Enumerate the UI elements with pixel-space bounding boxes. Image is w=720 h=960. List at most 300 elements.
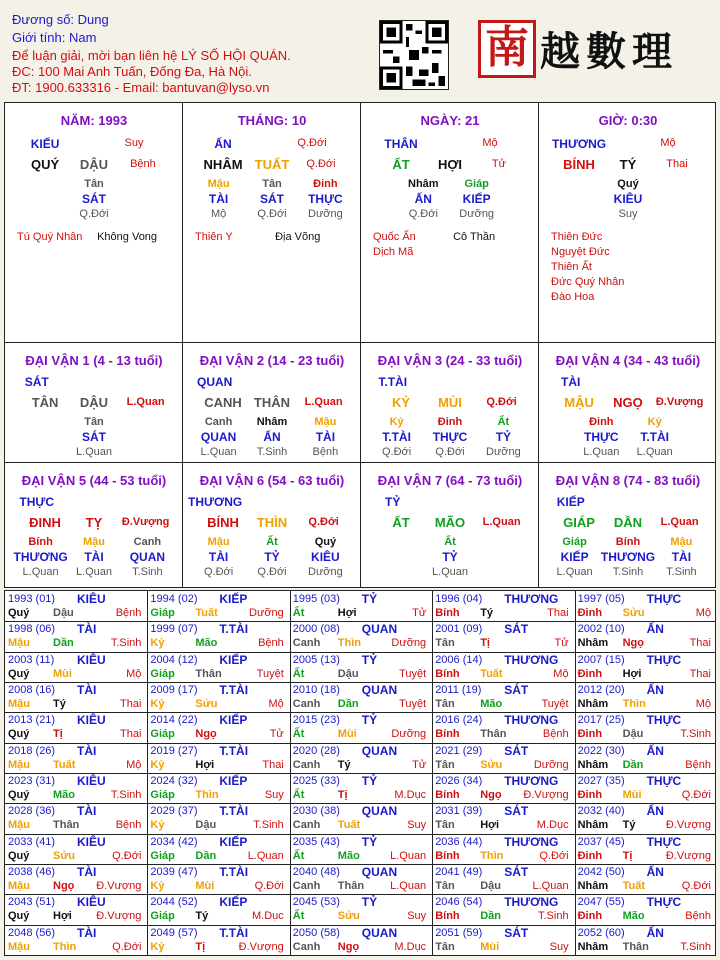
year-stage: Mộ <box>695 697 711 710</box>
hidden-god: TÀI <box>208 550 229 564</box>
year-stage: Q.Đới <box>681 879 711 892</box>
year-can: Tân <box>435 879 455 892</box>
year-cell[interactable] <box>5 621 147 651</box>
dai-van-title[interactable]: ĐẠI VẬN 8 (74 - 83 tuổi) <box>555 473 701 488</box>
year-can: Tân <box>435 697 455 710</box>
year-god: KIẾP <box>219 592 248 606</box>
year-god: TÀI <box>77 743 97 758</box>
year-god: QUAN <box>361 864 398 879</box>
year-god: THỰC <box>646 713 682 728</box>
year-stage: M.Dục <box>536 819 569 832</box>
year-cell[interactable] <box>5 743 147 773</box>
hidden-stem: Ất <box>266 536 278 548</box>
year-can: Đinh <box>577 788 603 801</box>
year-label: 2010 (18) <box>292 683 340 696</box>
year-cell[interactable] <box>575 834 717 864</box>
year-chi: Tý <box>53 697 66 710</box>
year-chi: Hợi <box>337 607 357 619</box>
year-chi: Tý <box>337 758 351 771</box>
year-can: Canh <box>292 879 321 892</box>
hidden-god: T.TÀI <box>640 430 670 444</box>
year-stage: Q.Đới <box>254 879 284 892</box>
year-chi: Thân <box>337 879 365 892</box>
dai-van-stage: Q.Đới <box>308 516 339 528</box>
year-cell[interactable] <box>575 894 717 924</box>
year-god: TỶ <box>361 652 378 667</box>
year-can: Mậu <box>8 940 30 953</box>
year-stage: L.Quan <box>390 879 427 892</box>
star-label: Cô Thần <box>453 231 496 243</box>
year-chi: Tuất <box>480 667 503 680</box>
hidden-god: ẤN <box>414 192 432 206</box>
year-cell[interactable] <box>575 925 717 955</box>
year-can: Mậu <box>8 819 30 832</box>
dai-van-title[interactable]: ĐẠI VẬN 5 (44 - 53 tuổi) <box>21 473 167 488</box>
year-chi: Mão <box>622 910 645 923</box>
year-cell[interactable] <box>147 894 289 924</box>
year-label: 2031 (39) <box>435 805 483 818</box>
year-cell[interactable] <box>147 803 289 833</box>
year-god: KIẾP <box>219 895 248 910</box>
year-stage: T.Sinh <box>110 788 142 801</box>
hidden-god: QUAN <box>200 430 237 444</box>
pillar-stage: Bệnh <box>130 158 156 170</box>
dai-van-god: THƯƠNG <box>188 495 243 509</box>
year-label: 2044 (52) <box>150 896 198 909</box>
year-stage: Bệnh <box>685 758 711 771</box>
year-cell[interactable] <box>432 712 574 742</box>
year-god: TÀI <box>77 622 97 637</box>
star-label: Tú Quý Nhân <box>17 231 83 243</box>
hidden-stem: Giáp <box>464 178 489 190</box>
year-god: T.TÀI <box>219 743 249 758</box>
dai-van-can: GIÁP <box>563 515 595 530</box>
hidden-god: THỰC <box>432 430 468 444</box>
hidden-stem: Canh <box>204 416 233 428</box>
year-cell[interactable] <box>575 743 717 773</box>
year-can: Bính <box>435 607 460 619</box>
year-chi: Dần <box>480 910 501 923</box>
hidden-god: THƯƠNG <box>13 550 68 564</box>
pillar-can: ẤT <box>392 157 410 172</box>
hidden-god: ẤN <box>263 430 281 444</box>
year-stage: L.Quan <box>247 849 284 862</box>
hidden-stem: Mậu <box>670 536 693 548</box>
gender-line <box>12 30 96 46</box>
pillar-title: NGÀY: 21 <box>420 113 480 128</box>
year-stage: Dưỡng <box>391 728 427 741</box>
year-god: QUAN <box>361 925 398 940</box>
year-cell[interactable] <box>147 591 289 621</box>
hidden-god: THỰC <box>583 430 619 444</box>
year-stage: Bệnh <box>115 607 142 619</box>
dai-van-stage: Đ.Vượng <box>121 516 170 528</box>
hidden-stem: Nhâm <box>256 416 288 428</box>
year-cell[interactable] <box>575 621 717 651</box>
year-can: Bính <box>435 728 460 741</box>
year-cell[interactable] <box>432 682 574 712</box>
year-can: Giáp <box>150 849 175 862</box>
year-cell[interactable] <box>575 773 717 803</box>
hidden-stage: Q.Đới <box>203 566 234 578</box>
year-cell[interactable] <box>147 834 289 864</box>
hidden-god: TÀI <box>671 550 692 564</box>
year-god: TỶ <box>361 592 378 606</box>
hidden-stage: Bệnh <box>312 446 339 458</box>
year-can: Canh <box>292 940 321 953</box>
year-god: ẤN <box>646 743 664 758</box>
year-can: Nhâm <box>577 819 609 832</box>
year-can: Ất <box>292 849 305 862</box>
year-stage: Thai <box>262 758 284 771</box>
year-cell[interactable] <box>432 773 574 803</box>
year-cell[interactable] <box>147 925 289 955</box>
hidden-stage: L.Quan <box>431 566 469 578</box>
year-cell[interactable] <box>575 591 717 621</box>
year-label: 2027 (35) <box>577 774 625 787</box>
year-stage: Tuyệt <box>541 697 569 710</box>
year-cell[interactable] <box>575 803 717 833</box>
name-line: Đương số: Dung <box>12 12 109 27</box>
year-stage: Suy <box>549 940 569 953</box>
year-stage: Mộ <box>126 667 142 680</box>
year-label: 2052 (60) <box>577 926 625 939</box>
qr-code-icon[interactable] <box>379 20 449 90</box>
hidden-stage: Q.Đới <box>435 446 465 458</box>
hidden-stage: Mộ <box>210 208 227 220</box>
dai-van-can: ẤT <box>392 515 410 530</box>
year-label: 2023 (31) <box>8 774 56 787</box>
pillar-chi: DẬU <box>79 157 109 172</box>
year-cell[interactable] <box>147 743 289 773</box>
year-label: 2040 (48) <box>292 865 340 878</box>
year-chi: Mùi <box>195 879 215 892</box>
year-cell[interactable] <box>432 591 574 621</box>
year-cell[interactable] <box>5 591 147 621</box>
year-label: 2036 (44) <box>435 835 483 848</box>
year-label: 2025 (33) <box>292 774 340 787</box>
year-cell[interactable] <box>290 652 432 682</box>
year-stage: Bệnh <box>258 637 284 650</box>
year-can: Tân <box>435 940 455 953</box>
year-cell[interactable] <box>432 652 574 682</box>
year-label: 2043 (51) <box>8 896 56 909</box>
year-cell[interactable] <box>290 743 432 773</box>
year-cell[interactable] <box>575 652 717 682</box>
year-cell[interactable] <box>5 864 147 894</box>
year-stage: Thai <box>547 607 569 619</box>
hidden-stem: Ất <box>497 416 510 428</box>
year-cell[interactable] <box>290 803 432 833</box>
dai-van-title[interactable]: ĐẠI VẬN 6 (54 - 63 tuổi) <box>199 473 345 488</box>
year-chi: Thìn <box>622 697 646 710</box>
year-stage: Đ.Vượng <box>96 879 142 892</box>
year-god: TÀI <box>77 682 97 697</box>
pillar-stage: Thai <box>666 158 688 170</box>
year-label: 1995 (03) <box>292 593 340 605</box>
hidden-stage: L.Quan <box>556 566 593 578</box>
star-label: Đức Quý Nhân <box>551 276 625 288</box>
year-label: 1997 (05) <box>577 593 625 605</box>
year-god: T.TÀI <box>219 925 249 940</box>
year-label: 2015 (23) <box>292 714 340 727</box>
hidden-stage: Dưỡng <box>308 566 343 578</box>
year-cell[interactable] <box>575 682 717 712</box>
year-cell[interactable] <box>5 834 147 864</box>
year-chi: Tị <box>337 788 348 801</box>
year-cell[interactable] <box>5 773 147 803</box>
year-stage: Đ.Vượng <box>665 849 711 862</box>
year-god: T.TÀI <box>219 804 249 819</box>
year-cell[interactable] <box>432 743 574 773</box>
year-can: Canh <box>292 819 321 832</box>
year-cell[interactable] <box>290 712 432 742</box>
year-god: SÁT <box>504 622 529 637</box>
hidden-god: KIẾP <box>462 192 491 206</box>
year-stage: Q.Đới <box>112 940 142 953</box>
hidden-god: TỶ <box>495 430 512 444</box>
year-stage: T.Sinh <box>680 728 711 741</box>
year-cell[interactable] <box>575 712 717 742</box>
year-chi: Dần <box>53 637 74 650</box>
dai-van-god: KIẾP <box>556 495 585 509</box>
year-god: T.TÀI <box>219 682 249 697</box>
year-can: Kỷ <box>150 637 165 650</box>
year-cell[interactable] <box>290 591 432 621</box>
hidden-stage: Q.Đới <box>257 208 287 220</box>
year-can: Ất <box>292 910 305 923</box>
year-god: TÀI <box>77 925 97 940</box>
year-label: 2028 (36) <box>8 805 56 818</box>
year-can: Đinh <box>577 910 603 923</box>
year-cell[interactable] <box>432 803 574 833</box>
pillar-title: THÁNG: 10 <box>237 113 307 128</box>
year-label: 2006 (14) <box>435 653 483 666</box>
year-cell[interactable] <box>432 894 574 924</box>
year-god: ẤN <box>646 925 664 940</box>
year-god: TỶ <box>361 834 378 849</box>
hidden-god: SÁT <box>82 192 106 206</box>
year-chi: Thân <box>622 940 649 953</box>
year-chi: Hợi <box>53 910 72 923</box>
dai-van-title[interactable]: ĐẠI VẬN 2 (14 - 23 tuổi) <box>199 353 345 368</box>
year-chi: Thân <box>53 819 80 832</box>
year-stage: Đ.Vượng <box>665 819 711 832</box>
year-chi: Mùi <box>53 667 72 680</box>
year-label: 2045 (53) <box>292 896 340 909</box>
year-stage: Q.Đới <box>539 849 569 862</box>
year-god: KIẾP <box>219 652 248 667</box>
hidden-stem: Đinh <box>437 416 463 428</box>
year-can: Kỷ <box>150 879 165 892</box>
year-chi: Thân <box>480 728 507 741</box>
year-chi: Tý <box>195 910 209 923</box>
year-stage: Suy <box>407 819 427 832</box>
year-cell[interactable] <box>5 803 147 833</box>
year-god: KIẾP <box>219 713 248 728</box>
year-chi: Tý <box>480 607 494 619</box>
year-cell[interactable] <box>5 925 147 955</box>
dai-van-title[interactable]: ĐẠI VẬN 7 (64 - 73 tuổi) <box>377 473 523 488</box>
year-stage: Tuyệt <box>399 667 427 680</box>
year-cell[interactable] <box>5 652 147 682</box>
year-label: 2029 (37) <box>150 805 198 818</box>
year-can: Đinh <box>577 667 603 680</box>
year-chi: Thìn <box>337 637 362 650</box>
year-can: Mậu <box>8 879 30 892</box>
year-chi: Hợi <box>195 758 215 771</box>
year-cell[interactable] <box>432 621 574 651</box>
year-cell[interactable] <box>5 682 147 712</box>
year-chi: Tuất <box>337 819 361 832</box>
year-stage: Tử <box>554 637 569 650</box>
year-god: T.TÀI <box>219 864 249 879</box>
year-god: THỰC <box>646 652 682 667</box>
year-god: THƯƠNG <box>504 895 559 910</box>
year-chi: Sửu <box>337 910 360 923</box>
year-cell[interactable] <box>290 773 432 803</box>
year-can: Quý <box>8 667 30 680</box>
year-label: 2026 (34) <box>435 774 483 787</box>
hidden-stem: Tân <box>84 178 104 190</box>
year-stage: Dưỡng <box>533 758 569 771</box>
year-cell[interactable] <box>575 864 717 894</box>
year-god: SÁT <box>504 864 529 879</box>
year-cell[interactable] <box>5 712 147 742</box>
year-chi: Mùi <box>480 940 500 953</box>
hidden-stage: T.Sinh <box>132 566 163 578</box>
dai-van-can: CANH <box>204 395 242 410</box>
year-god: THƯƠNG <box>504 713 559 728</box>
year-cell[interactable] <box>290 682 432 712</box>
dai-van-god: THỰC <box>19 495 54 509</box>
dai-van-can: MẬU <box>564 395 594 410</box>
year-label: 2049 (57) <box>150 926 198 939</box>
year-stage: Bệnh <box>115 819 142 832</box>
contact-line-3[interactable]: ĐT: 1900.633316 - Email: bantuvan@lyso.vn <box>12 80 270 95</box>
year-can: Nhâm <box>577 637 609 650</box>
pillar-chi: TUẤT <box>254 157 290 172</box>
pillar-god: THƯƠNG <box>551 137 607 151</box>
year-chi: Tuất <box>53 758 76 771</box>
hidden-god: THỰC <box>308 192 343 206</box>
year-can: Nhâm <box>577 879 609 892</box>
hidden-stage: Q.Đới <box>257 566 287 578</box>
year-label: 1993 (01) <box>8 593 56 605</box>
year-stage: T.Sinh <box>680 940 711 953</box>
year-stage: Mộ <box>695 607 711 619</box>
year-label: 2014 (22) <box>150 714 198 727</box>
year-label: 2051 (59) <box>435 926 483 939</box>
pillar-top-right: Mộ <box>482 137 498 149</box>
hidden-stage: L.Quan <box>22 566 59 578</box>
year-can: Kỷ <box>150 940 165 953</box>
pillar-top-right: Mộ <box>660 137 676 149</box>
dai-van-title[interactable]: ĐẠI VẬN 4 (34 - 43 tuổi) <box>555 353 701 368</box>
year-can: Quý <box>8 849 30 862</box>
star-label: Quốc Ấn <box>373 231 416 243</box>
year-chi: Ngọ <box>195 728 217 741</box>
dai-van-title[interactable]: ĐẠI VẬN 1 (4 - 13 tuổi) <box>25 353 163 368</box>
year-chi: Thân <box>195 667 222 680</box>
hidden-stem: Nhâm <box>408 178 439 190</box>
year-stage: Mộ <box>268 697 284 710</box>
year-cell[interactable] <box>147 773 289 803</box>
hidden-god: KIẾP <box>560 550 589 564</box>
year-label: 2046 (54) <box>435 896 483 909</box>
year-stage: Tử <box>412 607 427 619</box>
dai-van-stage: L.Quan <box>660 516 699 528</box>
year-label: 2009 (17) <box>150 683 198 696</box>
year-stage: Thai <box>689 637 711 650</box>
year-cell[interactable] <box>5 894 147 924</box>
year-label: 2018 (26) <box>8 744 56 757</box>
year-can: Ất <box>292 607 305 619</box>
dai-van-chi: DẬU <box>79 395 109 410</box>
year-cell[interactable] <box>147 682 289 712</box>
dai-van-god: TỶ <box>385 495 401 509</box>
hidden-stem: Mậu <box>83 536 105 548</box>
year-chi: Hợi <box>622 667 642 680</box>
year-stage: Dưỡng <box>249 607 284 619</box>
year-cell[interactable] <box>290 834 432 864</box>
year-cell[interactable] <box>147 621 289 651</box>
year-god: ẤN <box>646 864 664 879</box>
hidden-god: T.TÀI <box>382 430 411 444</box>
pillar-god: ẤN <box>214 137 232 151</box>
year-can: Ất <box>292 728 305 741</box>
year-cell[interactable] <box>147 652 289 682</box>
year-chi: Ngọ <box>337 940 360 953</box>
annual-luck-table <box>4 590 716 956</box>
year-chi: Thìn <box>480 849 504 862</box>
year-cell[interactable] <box>290 864 432 894</box>
year-cell[interactable] <box>432 864 574 894</box>
year-cell[interactable] <box>147 864 289 894</box>
year-label: 2038 (46) <box>8 865 56 878</box>
year-cell[interactable] <box>290 925 432 955</box>
year-stage: Thai <box>119 697 142 710</box>
year-can: Giáp <box>150 728 175 741</box>
year-stage: Bệnh <box>685 910 711 923</box>
year-can: Quý <box>8 910 30 923</box>
hidden-stage: Dưỡng <box>459 208 495 220</box>
year-cell[interactable] <box>432 925 574 955</box>
year-cell[interactable] <box>290 894 432 924</box>
year-god: TỶ <box>361 713 378 728</box>
year-stage: Dưỡng <box>391 637 427 650</box>
year-can: Ất <box>292 788 305 801</box>
year-chi: Sửu <box>622 607 645 619</box>
year-label: 2039 (47) <box>150 865 198 878</box>
year-cell[interactable] <box>290 621 432 651</box>
year-god: SÁT <box>504 804 529 819</box>
dai-van-title[interactable]: ĐẠI VẬN 3 (24 - 33 tuổi) <box>377 353 523 368</box>
year-label: 2002 (10) <box>577 623 625 636</box>
year-chi: Ngọ <box>53 879 75 892</box>
year-chi: Thìn <box>195 788 219 801</box>
year-cell[interactable] <box>147 712 289 742</box>
year-cell[interactable] <box>432 834 574 864</box>
year-chi: Tuất <box>195 607 218 619</box>
year-god: T.TÀI <box>219 622 249 637</box>
hidden-stage: Suy <box>618 208 638 220</box>
year-stage: M.Dục <box>394 940 427 953</box>
star-label: Không Vong <box>97 231 158 243</box>
year-stage: M.Dục <box>252 910 284 923</box>
star-label: Nguyệt Đức <box>551 246 610 258</box>
year-stage: Đ.Vượng <box>96 910 142 923</box>
